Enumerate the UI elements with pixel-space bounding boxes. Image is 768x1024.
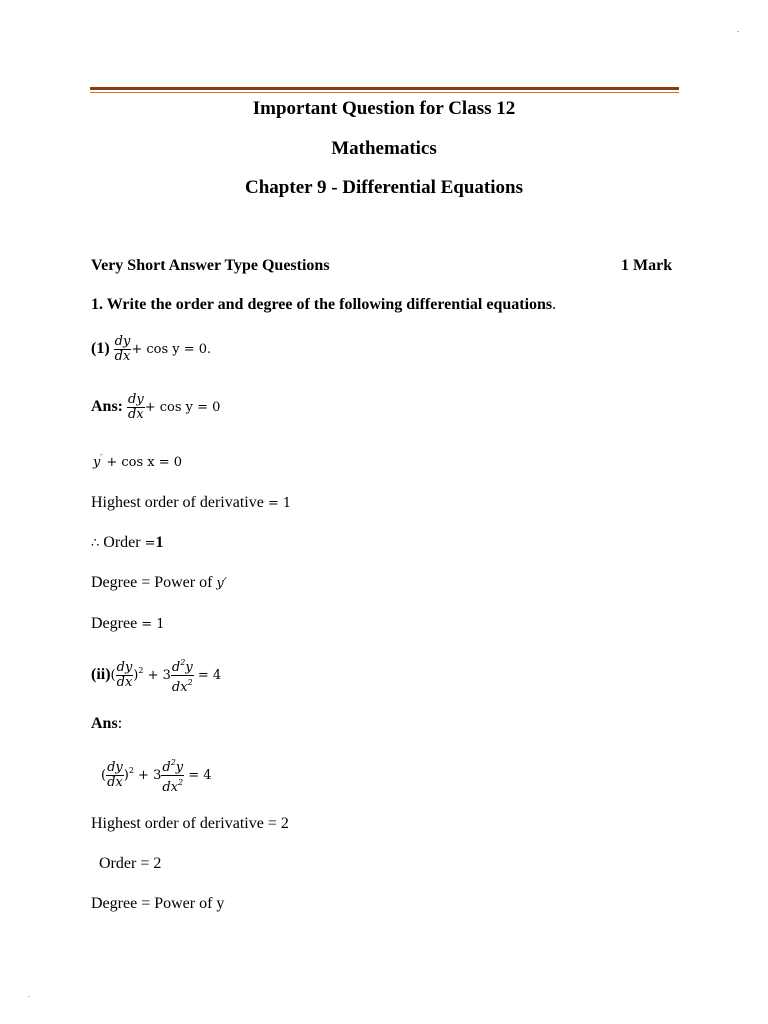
part2-degree-definition: Degree = Power of y bbox=[91, 895, 225, 912]
header-rule-thin bbox=[90, 92, 679, 93]
chapter-title: Chapter 9 - Differential Equations bbox=[245, 177, 523, 198]
document-title: Important Question for Class 12 bbox=[252, 98, 516, 119]
therefore-symbol: ∴ bbox=[91, 536, 100, 551]
section-marks: 1 Mark bbox=[621, 257, 673, 274]
part1-equation: (1) $\frac{dy}{dx}$ + cos y = 0. bbox=[91, 334, 212, 364]
subject-title: Mathematics bbox=[331, 138, 437, 159]
scan-speck bbox=[28, 996, 30, 997]
question-text: 1. Write the order and degree of the following differential equations. bbox=[91, 296, 557, 313]
part1-step: y′ + cos x = 0 bbox=[93, 453, 183, 470]
section-label: Very Short Answer Type Questions bbox=[91, 257, 330, 274]
part1-answer-equation: Ans: $\frac{dy}{dx}$ + cos y = 0 bbox=[91, 392, 221, 422]
part2-order: Order = 2 bbox=[99, 855, 162, 872]
dy-dx-fraction: $\frac{dy}{dx}$ bbox=[114, 334, 131, 364]
dy-dx-fraction: $\frac{dy}{dx}$ bbox=[128, 392, 144, 422]
part1-label: (1) bbox=[91, 340, 110, 358]
part2-label: (ii) bbox=[91, 666, 111, 684]
part2-equation: (ii)( $\frac{dy}{dx}$ )$^2$ + 3 $\frac{d^2y}{dx^2}$ = 4 bbox=[91, 658, 222, 695]
part1-order: ∴ Order =1 bbox=[91, 534, 164, 551]
scan-speck bbox=[737, 31, 739, 32]
answer-label: Ans: bbox=[91, 398, 124, 416]
part2-highest-order: Highest order of derivative = 2 bbox=[91, 815, 289, 832]
part1-degree: Degree = 1 bbox=[91, 615, 165, 632]
header-rule-thick bbox=[90, 87, 679, 90]
part1-degree-definition: Degree = Power of y′ bbox=[91, 574, 227, 591]
part1-highest-order: Highest order of derivative = 1 bbox=[91, 494, 292, 511]
part2-answer-equation: ( $\frac{dy}{dx}$ )$^2$ + 3 $\frac{d^2y}{dx^2}$ = 4 bbox=[101, 758, 212, 795]
part2-answer-label: Ans: bbox=[91, 715, 123, 732]
